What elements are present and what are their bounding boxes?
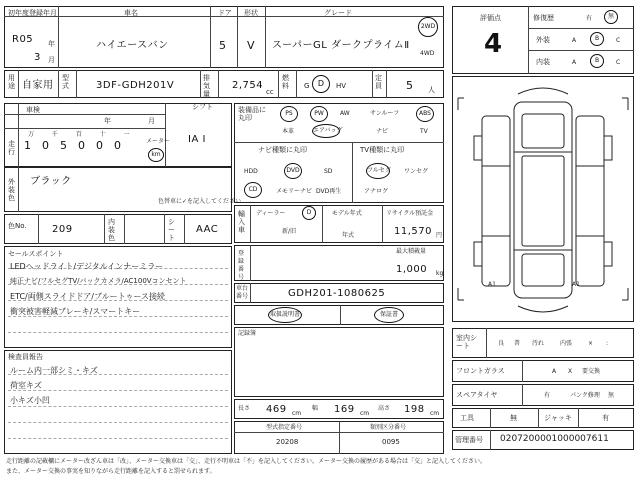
length-value: 469	[266, 404, 287, 415]
displacement-label: 排気量	[203, 74, 210, 98]
inspector-label: 検査員報告	[8, 353, 43, 361]
usage-label: 用途	[8, 74, 15, 90]
car-name: ハイエースバン	[96, 40, 169, 51]
tools-label: 工具	[460, 414, 474, 422]
equipment-label: 装備品に丸印	[238, 106, 266, 122]
fourwd-label: 4WD	[420, 50, 435, 57]
nav-memory: メモリーナビ	[276, 188, 313, 195]
equip-airbag: エアバッグ	[312, 124, 340, 138]
width-label: 幅	[312, 405, 319, 412]
usage-value: 自家用	[22, 80, 54, 91]
exterior-a: A	[572, 37, 577, 44]
fuel-d-circle: D	[312, 75, 330, 93]
recycle-label: リサイクル預託金	[386, 210, 434, 217]
first-reg-era: R05	[12, 34, 34, 45]
mileage-unit-circle: km	[148, 148, 164, 162]
selling-point-line: ETC/両側スライドドア/ブルートゥース接続	[10, 292, 166, 301]
dealer-d-circle: D	[302, 206, 316, 220]
mileage-digit: 0	[78, 139, 85, 152]
repair-label: 修復歴	[533, 14, 554, 22]
color-no-value: 209	[52, 224, 73, 235]
windshield-item: A	[552, 368, 557, 375]
interior-c: C	[616, 59, 621, 66]
height-value: 198	[404, 404, 425, 415]
mileage-digit: 0	[42, 139, 49, 152]
dealer-new-old: 新/旧	[282, 228, 297, 235]
warranty-circle: 保証書	[374, 307, 404, 323]
equip-ps: PS	[280, 106, 298, 122]
tv-type-label: TV種類に丸印	[360, 146, 405, 154]
grade-label: グレード	[324, 9, 352, 17]
tv-fullseg: フルセグ	[366, 163, 390, 179]
spare-item: パンク修理	[570, 392, 600, 399]
nav-type-label: ナビ種類に丸印	[258, 146, 307, 154]
room-label: 室内シート	[456, 334, 477, 350]
car-diagram	[452, 76, 634, 322]
length-label: 長さ	[238, 405, 251, 412]
shift-value: IA I	[188, 134, 206, 145]
mileage-label: 走行	[8, 140, 15, 156]
car-name-label: 車名	[124, 9, 138, 17]
color-code-value: AAC	[196, 224, 219, 235]
import-label: 輸入車	[238, 210, 245, 234]
first-reg-month-unit: 月	[48, 56, 55, 64]
selling-point-line: 純正ナビ/フルセグTV/バックカメラ/AC100Vコンセント	[10, 277, 187, 285]
selling-point-line: 衝突被害軽減ブレーキ/スマートキー	[10, 307, 141, 316]
interior-b-circle: B	[590, 54, 604, 68]
spare-item: 無	[608, 392, 615, 399]
tv-analog: アナログ	[364, 188, 389, 195]
displacement-unit: cc	[266, 88, 274, 96]
recycle-unit: 円	[436, 232, 443, 239]
chassis-value: GDH201-1080625	[288, 288, 386, 299]
record-label: 記録簿	[238, 330, 257, 337]
equip-tv: TV	[420, 128, 428, 135]
room-item: :	[606, 340, 609, 347]
shift-label: シフト	[192, 103, 213, 111]
jack-value: 有	[602, 414, 609, 422]
fuel-label: 燃料	[282, 74, 289, 90]
class-value: 0095	[382, 438, 400, 446]
footer-line2: また、メーター交換の事実を知りながら走行距離を記入すると罰せられます。	[6, 468, 216, 475]
nav-dvd: DVD	[284, 163, 302, 179]
interior-color-label: 内装色	[108, 218, 115, 242]
dealer-label: ディーラー	[256, 210, 286, 217]
manage-label: 管理番号	[455, 436, 483, 444]
mileage-digit: 5	[60, 139, 67, 152]
loading-unit: kg	[436, 270, 444, 277]
room-item: 良	[498, 340, 505, 347]
grade-value: スーパーGL ダークプライムⅡ	[272, 40, 410, 51]
color-label: 外装色	[8, 178, 15, 202]
spare-label: スペアタイヤ	[456, 391, 498, 399]
class-label: 類別区分番号	[370, 424, 407, 431]
inspector-line: 小キズ小凹	[10, 396, 50, 405]
mileage-digit: 1	[24, 139, 31, 152]
first-reg-year-unit: 年	[48, 40, 55, 48]
chassis-label: 車台番号	[236, 285, 249, 300]
seat-label: シート	[168, 218, 175, 242]
tv-oneseg: ワンセグ	[404, 168, 429, 175]
repair-yes: 有	[586, 15, 593, 22]
equip-sunroof: サンルーフ	[370, 110, 400, 117]
color-value: ブラック	[30, 176, 72, 187]
inspector-line: 荷室キズ	[10, 381, 42, 390]
inspection-label: 車検	[26, 106, 40, 114]
legal-box	[234, 305, 444, 325]
width-unit: cm	[360, 410, 370, 417]
spare-item: 有	[544, 392, 551, 399]
model-value: 3DF-GDH201V	[96, 80, 175, 91]
windshield-item: 要交換	[582, 368, 601, 375]
exterior-b-circle: B	[590, 32, 604, 46]
mileage-digits	[24, 140, 132, 152]
nav-sd: SD	[324, 168, 333, 175]
nav-hdd: HDD	[244, 168, 258, 175]
windshield-item: X	[568, 368, 573, 375]
doors-label: ドア	[218, 9, 232, 17]
height-label: 高さ	[378, 405, 391, 412]
type-value: 20208	[276, 438, 299, 446]
record-box	[234, 327, 444, 397]
shape-value: V	[247, 39, 255, 52]
jack-label: ジャッキ	[544, 414, 572, 422]
color-no-label: 色No.	[8, 222, 27, 230]
registration-side-label: 登録番号	[238, 250, 245, 281]
interior-rating-label: 内装	[536, 58, 550, 66]
exterior-c: C	[616, 37, 621, 44]
model-year-unit: 年式	[342, 232, 355, 239]
type-label: 型式指定番号	[266, 424, 303, 431]
displacement-value: 2,754	[232, 80, 264, 91]
capacity-label: 定員	[375, 74, 382, 90]
selling-points-label: セールスポイント	[8, 250, 64, 258]
fuel-hv: HV	[336, 82, 347, 90]
recycle-value: 11,570	[394, 226, 432, 237]
shape-label: 形状	[244, 9, 258, 17]
width-value: 169	[334, 404, 355, 415]
doors-value: 5	[219, 39, 226, 52]
inspection-month-unit: 月	[148, 117, 155, 125]
room-item: ×	[588, 340, 594, 347]
room-item: 汚れ	[532, 340, 545, 347]
svg-text:A1: A1	[488, 281, 496, 288]
manage-value: 0207200001000007611	[500, 434, 609, 444]
twowd-circle: 2WD	[418, 17, 438, 37]
model-year-label: モデル年式	[332, 210, 362, 217]
rating-label: 評価点	[480, 14, 501, 22]
first-reg-month: 3	[34, 52, 41, 63]
length-unit: cm	[292, 410, 302, 417]
nav-dvd-play: DVD再生	[316, 188, 342, 195]
capacity-value: 5	[406, 79, 413, 92]
model-label: 型式	[62, 74, 69, 90]
color-note: 色替車に✓を記入してください	[158, 198, 242, 205]
room-item: 普	[514, 340, 521, 347]
exterior-label: 外装	[536, 36, 550, 44]
mileage-digit: 0	[96, 139, 103, 152]
capacity-unit: 人	[428, 86, 435, 94]
fuel-g: G	[304, 82, 310, 90]
manual-circle: 取扱説明書	[268, 307, 302, 323]
windshield-label: フロントガラス	[456, 367, 505, 375]
interior-a: A	[572, 59, 577, 66]
nav-cd: CD	[244, 182, 262, 198]
equip-aw: AW	[340, 110, 350, 117]
tools-value: 無	[510, 414, 517, 422]
loading-value: 1,000	[396, 264, 428, 275]
height-unit: cm	[430, 410, 440, 417]
meter-label: メーター	[146, 138, 171, 145]
rating-value: 4	[484, 29, 503, 59]
equip-leather: 本革	[282, 128, 295, 135]
selling-point-line: LEDヘッドライト/デジタルインナーミラー	[10, 262, 164, 271]
inspection-year-unit: 年	[104, 117, 111, 125]
mileage-digit: 0	[114, 139, 121, 152]
room-item: 内張	[560, 340, 573, 347]
equip-abs: ABS	[416, 106, 434, 122]
inspector-line: ルーム内一部シミ・キズ	[10, 366, 98, 375]
repair-no-circle: 無	[604, 10, 618, 24]
loading-label: 最大積載量	[396, 248, 427, 255]
equip-pw: PW	[310, 106, 328, 122]
first-reg-label: 初年度登録年月	[8, 9, 57, 17]
footer-line1: 走行距離の記載欄にメーター改ざん車は「改」、メーター交換車は「交」、走行不明車は「不」を記入してください。メーター交換の履歴がある場合は「交」と記入してください。	[6, 458, 487, 465]
svg-text:A1: A1	[572, 281, 580, 288]
mileage-digits-label: 万 千 百 十 一	[28, 131, 138, 138]
equip-navi: ナビ	[376, 128, 389, 135]
